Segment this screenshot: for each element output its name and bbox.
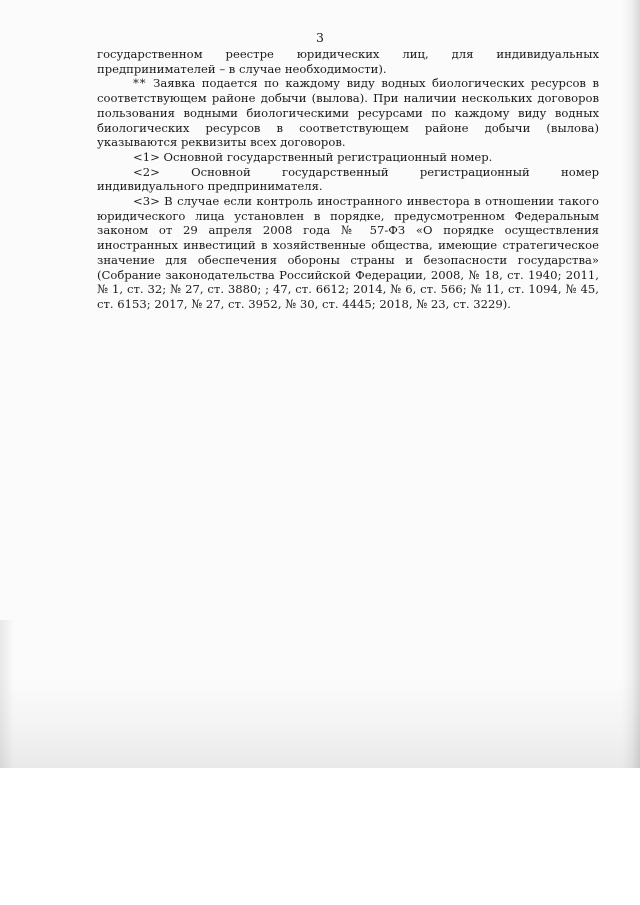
scan-shadow-right: [622, 0, 640, 768]
paragraph-registry-continuation: государственном реестре юридических лиц, для индивидуальных предпринимателей – в случае необходимости).: [97, 47, 599, 76]
footnote-2: <2> Основной государственный регистрационный номер индивидуального предпринимателя.: [97, 164, 599, 194]
document-body: [97, 47, 599, 312]
paragraph-application-text: Заявка подается по каждому виду водных биологических ресурсов в соответствующем районе добычи (вылова). При наличии нескольких договоров пользования водными биологическими ресурсами по каждому виду водных биологических ресурсов в соответствующем районе добычи (вылова) указываются реквизиты всех договоров.: [97, 76, 599, 150]
footnote-3: <3> В случае если контроль иностранного инвестора в отношении такого юридического лица установлен в порядке, предусмотренном Федеральным законом от 29 апреля 2008 года № 57-ФЗ «О порядке осуществления иностранных инвестиций в хозяйственные общества, имеющие стратегическое значение для обеспечения обороны страны и безопасности государства» (Собрание законодательства Российской Федерации, 2008, № 18, ст. 1940; 2011, № 1, ст. 32; № 27, ст. 3880; ; 47, ст. 6612; 2014, № 6, ст. 566; № 11, ст. 1094, № 45, ст. 6153; 2017, № 27, ст. 3952, № 30, ст. 4445; 2018, № 23, ст. 3229).: [97, 194, 599, 311]
paragraph-application-note: [97, 76, 599, 150]
page-number: 3: [316, 30, 324, 45]
scan-shadow-left: [0, 620, 14, 768]
footnote-marker: **: [133, 76, 147, 91]
footnote-1: <1> Основной государственный регистрационный номер.: [133, 149, 493, 164]
scan-shadow-bottom: [0, 678, 640, 768]
